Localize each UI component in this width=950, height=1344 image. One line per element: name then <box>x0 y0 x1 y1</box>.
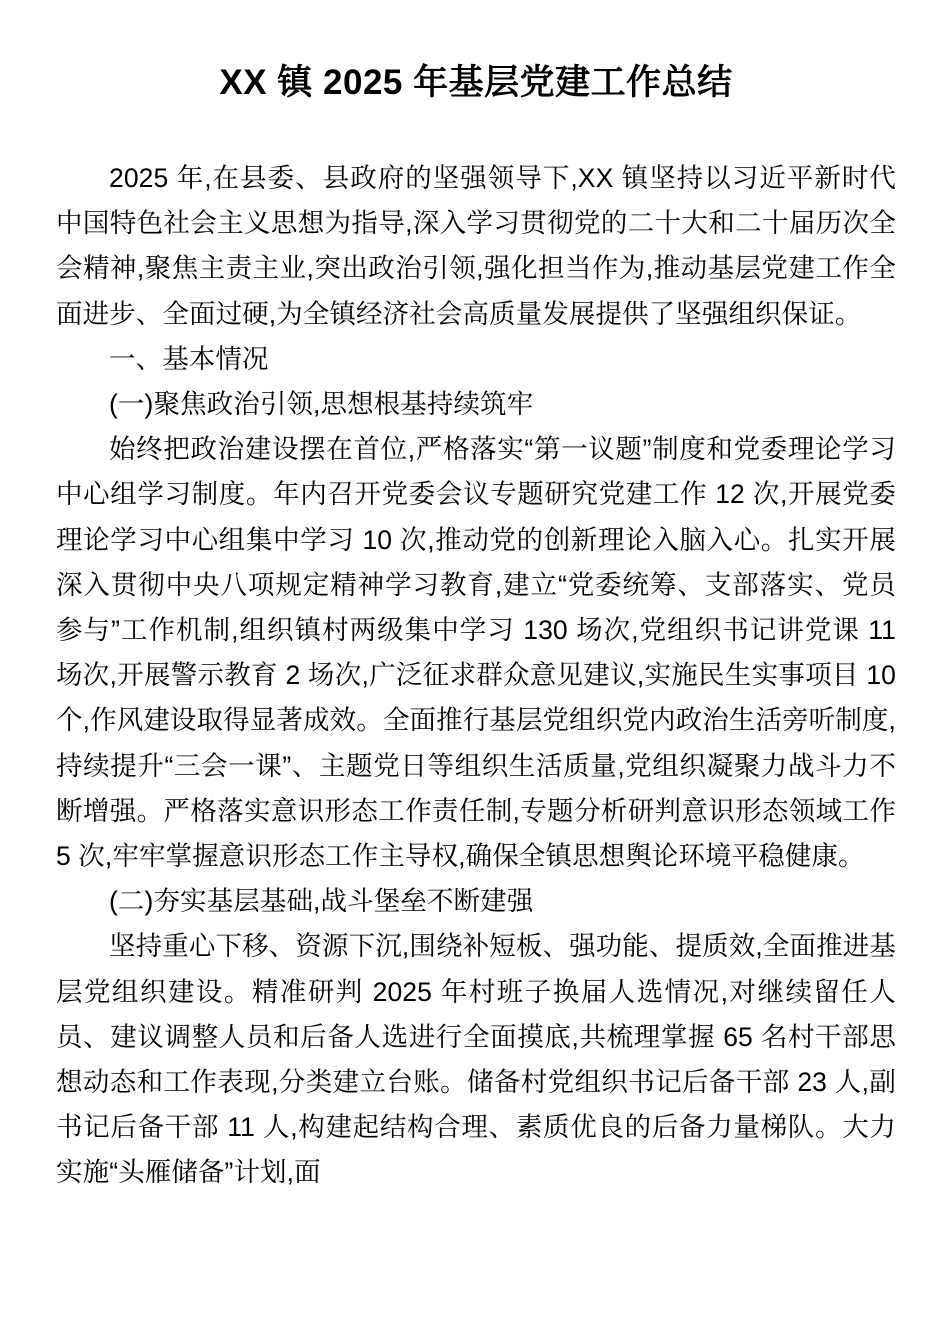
paragraph-subsection-1-1-body: 始终把政治建设摆在首位,严格落实“第一议题”制度和党委理论学习中心组学习制度。年内召开党委会议专题研究党建工作 12 次,开展党委理论学习中心组集中学习 10 次,推动党的创新理论入脑入心。扎实开展深入贯彻中央八项规定精神学习教育,建立“党委统筹、支部落实、党员参与”工作机制,组织镇村两级集中学习 130 场次,党组织书记讲党课 11 场次,开展警示教育 2 场次,广泛征求群众意见建议,实施民生实事项目 10 个,作风建设取得显著成效。全面推行基层党组织党内政治生活旁听制度,持续提升“三会一课”、主题党日等组织生活质量,党组织凝聚力战斗力不断增强。严格落实意识形态工作责任制,专题分析研判意识形态领域工作 5 次,牢牢掌握意识形态工作主导权,确保全镇思想舆论环境平稳健康。 <box>56 434 896 872</box>
page-bottom-whitespace <box>56 1196 896 1276</box>
heading-section-1: 一、基本情况 <box>109 343 269 374</box>
page-title: XX 镇 2025 年基层党建工作总结 <box>219 63 733 102</box>
title-spacer <box>56 104 896 156</box>
heading-subsection-1-1: (一)聚焦政治引领,思想根基持续筑牢 <box>109 389 534 420</box>
paragraph-subsection-1-2-body: 坚持重心下移、资源下沉,围绕补短板、强功能、提质效,全面推进基层党组织建设。精准研判 2025 年村班子换届人选情况,对继续留任人员、建议调整人员和后备人选进行全面摸底,共梳理掌握 65 名村干部思想动态和工作表现,分类建立台账。储备村党组织书记后备干部 23 人,副书记后备干部 11 人,构建起结构合理、素质优良的后备力量梯队。大力实施“头雁储备”计划,面 <box>56 931 896 1188</box>
heading-subsection-1-2: (二)夯实基层基础,战斗堡垒不断建强 <box>109 886 534 917</box>
document-body <box>56 0 896 1276</box>
paragraph-intro: 2025 年,在县委、县政府的坚强领导下,XX 镇坚持以习近平新时代中国特色社会主义思想为指导,深入学习贯彻党的二十大和二十届历次全会精神,聚焦主责主业,突出政治引领,强化担当作为,推动基层党建工作全面进步、全面过硬,为全镇经济社会高质量发展提供了坚强组织保证。 <box>56 163 896 329</box>
